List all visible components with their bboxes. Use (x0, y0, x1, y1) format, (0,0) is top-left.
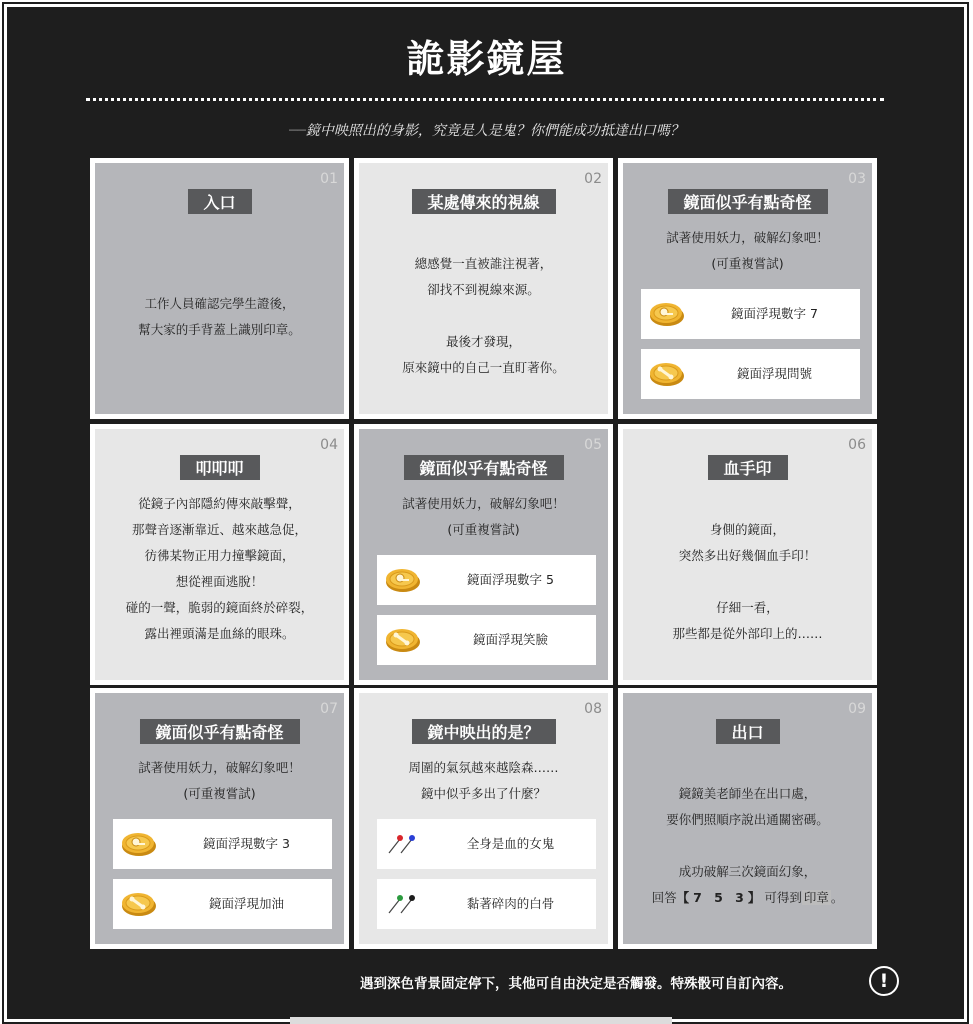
cell-description (623, 517, 872, 647)
alert-icon[interactable]: ! (869, 966, 899, 996)
dotted-divider (86, 98, 884, 101)
answer-mid: 可得到 (764, 890, 802, 905)
option-card[interactable] (641, 349, 860, 399)
cell-tag: 鏡面似乎有點奇怪 (403, 455, 563, 480)
option-label: 鏡面浮現笑臉 (472, 632, 548, 647)
pass-code: 【7 5 3】 (676, 890, 765, 905)
cell-description (95, 291, 344, 343)
cell-tag: 某處傳來的視線 (411, 189, 555, 214)
stamp-highlight: 印章 (803, 890, 829, 905)
option-label: 鏡面浮現問號 (736, 366, 812, 381)
cell-tag: 入口 (187, 189, 251, 214)
board-cell-03[interactable] (618, 158, 877, 419)
option-label: 鏡面浮現數字 7 (731, 306, 818, 321)
subtitle-dash: ── (289, 123, 306, 139)
cell-number: 08 (584, 701, 602, 717)
cell-text-line: 露出裡頭滿是血絲的眼珠。 (144, 626, 295, 641)
board-cell-09[interactable] (618, 688, 877, 949)
option-card[interactable] (377, 615, 596, 665)
answer-prefix: 回答 (651, 890, 677, 905)
cell-text-line: 成功破解三次鏡面幻象， (678, 864, 817, 879)
cell-description (95, 755, 344, 807)
gold-coin-question-icon (121, 831, 157, 857)
cell-number: 03 (848, 171, 866, 187)
cell-description (359, 491, 608, 543)
board-cell-08[interactable] (354, 688, 613, 949)
cell-text-line: 工作人員確認完學生證後， (144, 296, 295, 311)
cell-text-line: 卻找不到視線來源。 (427, 282, 540, 297)
board-cell-06[interactable] (618, 424, 877, 685)
cell-number: 02 (584, 171, 602, 187)
cell-text-line (359, 303, 608, 329)
cell-text-line: 從鏡子內部隱約傳來敲擊聲， (138, 496, 301, 511)
cell-text-line: 要你們照順序說出通關密碼。 (666, 812, 829, 827)
option-label: 鏡面浮現數字 3 (203, 836, 290, 851)
cell-tag: 叩叩叩 (179, 455, 259, 480)
page-title: 詭影鏡屋 (406, 37, 567, 81)
cell-text-line: 鏡中似乎多出了什麼？ (420, 786, 546, 801)
option-card[interactable] (377, 555, 596, 605)
board-cell-02[interactable] (354, 158, 613, 419)
board-cell-07[interactable] (90, 688, 349, 949)
cell-number: 09 (848, 701, 866, 717)
gold-coin-bone-icon (121, 891, 157, 917)
cell-text-line: 想從裡面逃脫！ (175, 574, 264, 589)
cell-number: 06 (848, 437, 866, 453)
gold-coin-question-icon (385, 567, 421, 593)
cell-text-line: 最後才發現， (445, 334, 521, 349)
cell-number: 01 (320, 171, 338, 187)
option-card[interactable] (641, 289, 860, 339)
cell-number: 07 (320, 701, 338, 717)
cell-text-line: 鏡鏡美老師坐在出口處， (678, 786, 817, 801)
gold-coin-question-icon (649, 301, 685, 327)
cell-tag: 鏡中映出的是？ (411, 719, 555, 744)
horizontal-scrollbar[interactable] (290, 1017, 672, 1024)
cell-text-line: 周圍的氣氛越來越陰森…… (408, 760, 559, 775)
option-card[interactable] (377, 819, 596, 869)
board-cell-05[interactable] (354, 424, 613, 685)
footer-rule: 遇到深色背景固定停下，其他可自由決定是否觸發。特殊骰可自訂內容。 (360, 976, 792, 992)
cell-text-line: 碰的一聲，脆弱的鏡面終於碎裂， (125, 600, 314, 615)
cell-description (623, 225, 872, 277)
gold-coin-bone-icon (649, 361, 685, 387)
cell-text-line: 試著使用妖力，破解幻象吧！ (666, 230, 829, 245)
cell-text-line: (可重複嘗試) (711, 256, 784, 271)
cell-text-line: 那聲音逐漸靠近、越來越急促， (131, 522, 307, 537)
cell-text-line: 試著使用妖力，破解幻象吧！ (402, 496, 565, 511)
cell-text-line: 幫大家的手背蓋上識別印章。 (138, 322, 301, 337)
cell-text-line: (可重複嘗試) (447, 522, 520, 537)
cell-text-line: (可重複嘗試) (183, 786, 256, 801)
green-black-pins-icon (385, 891, 421, 917)
option-label: 鏡面浮現加油 (208, 896, 284, 911)
cell-text-line: 身側的鏡面， (709, 522, 785, 537)
board-cell-04[interactable] (90, 424, 349, 685)
cell-text-line: 原來鏡中的自己一直盯著你。 (402, 360, 565, 375)
red-blue-pins-icon (385, 831, 421, 857)
answer-line (623, 885, 872, 911)
cell-text-line: 突然多出好幾個血手印！ (678, 548, 817, 563)
cell-number: 04 (320, 437, 338, 453)
cell-text-line: 仔細一看， (716, 600, 779, 615)
option-label: 全身是血的女鬼 (466, 836, 555, 851)
cell-text-line (623, 569, 872, 595)
option-card[interactable] (113, 879, 332, 929)
cell-description (359, 755, 608, 807)
gold-coin-bone-icon (385, 627, 421, 653)
cell-description (359, 251, 608, 381)
board-cell-01[interactable] (90, 158, 349, 419)
option-label: 鏡面浮現數字 5 (467, 572, 554, 587)
cell-tag: 血手印 (707, 455, 787, 480)
cell-number: 05 (584, 437, 602, 453)
option-card[interactable] (377, 879, 596, 929)
cell-tag: 鏡面似乎有點奇怪 (139, 719, 299, 744)
option-card[interactable] (113, 819, 332, 869)
cell-text-line: 那些都是從外部印上的…… (672, 626, 823, 641)
cell-text-line: 總感覺一直被誰注視著， (414, 256, 553, 271)
cell-text-line: 試著使用妖力，破解幻象吧！ (138, 760, 301, 775)
cell-description (95, 491, 344, 647)
subtitle (0, 120, 973, 140)
answer-suffix: 。 (830, 890, 844, 905)
cell-description (623, 781, 872, 911)
cell-text-line (623, 833, 872, 859)
cell-tag: 出口 (715, 719, 779, 744)
subtitle-text: 鏡中映照出的身影，究竟是人是鬼？你們能成功抵達出口嗎？ (305, 123, 684, 139)
cell-tag: 鏡面似乎有點奇怪 (667, 189, 827, 214)
option-label: 黏著碎肉的白骨 (466, 896, 555, 911)
cell-text-line: 彷彿某物正用力撞擊鏡面， (144, 548, 295, 563)
